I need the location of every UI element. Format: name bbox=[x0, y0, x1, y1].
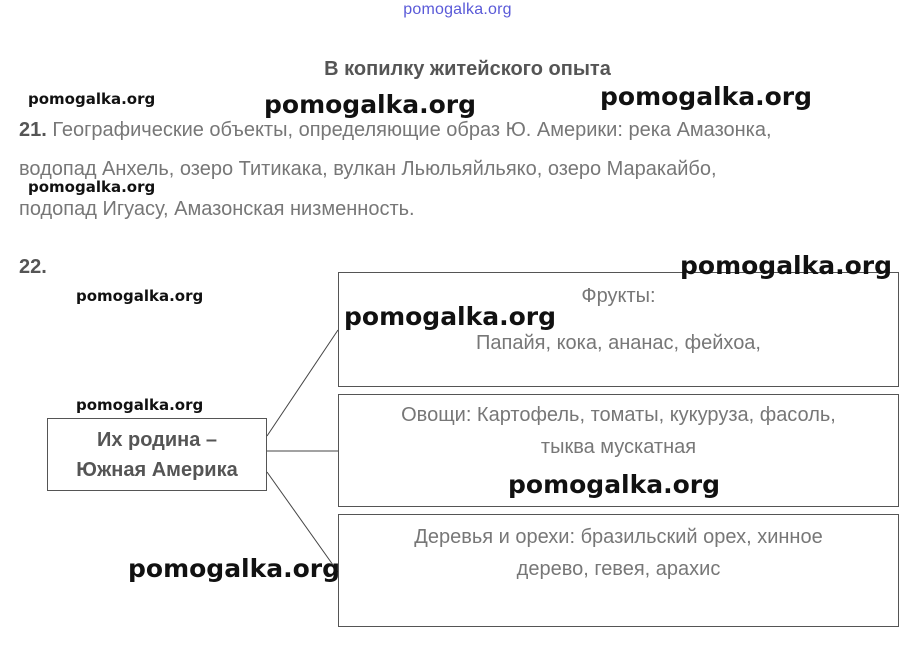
trees-line2: дерево, гевея, арахис bbox=[516, 558, 721, 580]
origin-line2: Южная Америка bbox=[76, 459, 238, 481]
trees-box bbox=[338, 514, 899, 627]
connector-fruits bbox=[267, 330, 338, 436]
watermark-7: pomogalka.org bbox=[344, 302, 557, 331]
watermark-8: pomogalka.org bbox=[76, 396, 204, 414]
fruits-title: Фрукты: bbox=[581, 285, 656, 307]
task21-number: 21. bbox=[19, 119, 47, 141]
origin-line1: Их родина – bbox=[96, 429, 218, 451]
watermark-top: pomogalka.org bbox=[403, 1, 512, 18]
task21-line2: водопад Анхель, озеро Титикака, вулкан Льюльяйльяко, озеро Маракайбо, bbox=[19, 158, 717, 180]
task22-number: 22. bbox=[19, 256, 47, 278]
origin-box bbox=[47, 418, 267, 491]
trees-line1: Деревья и орехи: бразильский орех, хинное bbox=[414, 526, 823, 548]
watermark-5: pomogalka.org bbox=[680, 251, 893, 280]
watermark-1: pomogalka.org bbox=[28, 90, 156, 108]
task21-text-1: Географические объекты, определяющие образ Ю. Америки: река Амазонка, bbox=[46, 119, 772, 141]
section-title: В копилку житейского опыта bbox=[324, 58, 611, 80]
vegetables-line1: Овощи: Картофель, томаты, кукуруза, фасоль, bbox=[401, 404, 836, 426]
fruits-items: Папайя, кока, ананас, фейхоа, bbox=[476, 332, 761, 354]
watermark-4: pomogalka.org bbox=[28, 178, 156, 196]
task21-line3: подопад Игуасу, Амазонская низменность. bbox=[19, 198, 415, 220]
watermark-3: pomogalka.org bbox=[600, 82, 813, 111]
watermark-6: pomogalka.org bbox=[76, 287, 204, 305]
vegetables-line2: тыква мускатная bbox=[540, 436, 697, 458]
watermark-9: pomogalka.org bbox=[508, 470, 721, 499]
watermark-10: pomogalka.org bbox=[128, 554, 341, 583]
watermark-2: pomogalka.org bbox=[264, 90, 477, 119]
